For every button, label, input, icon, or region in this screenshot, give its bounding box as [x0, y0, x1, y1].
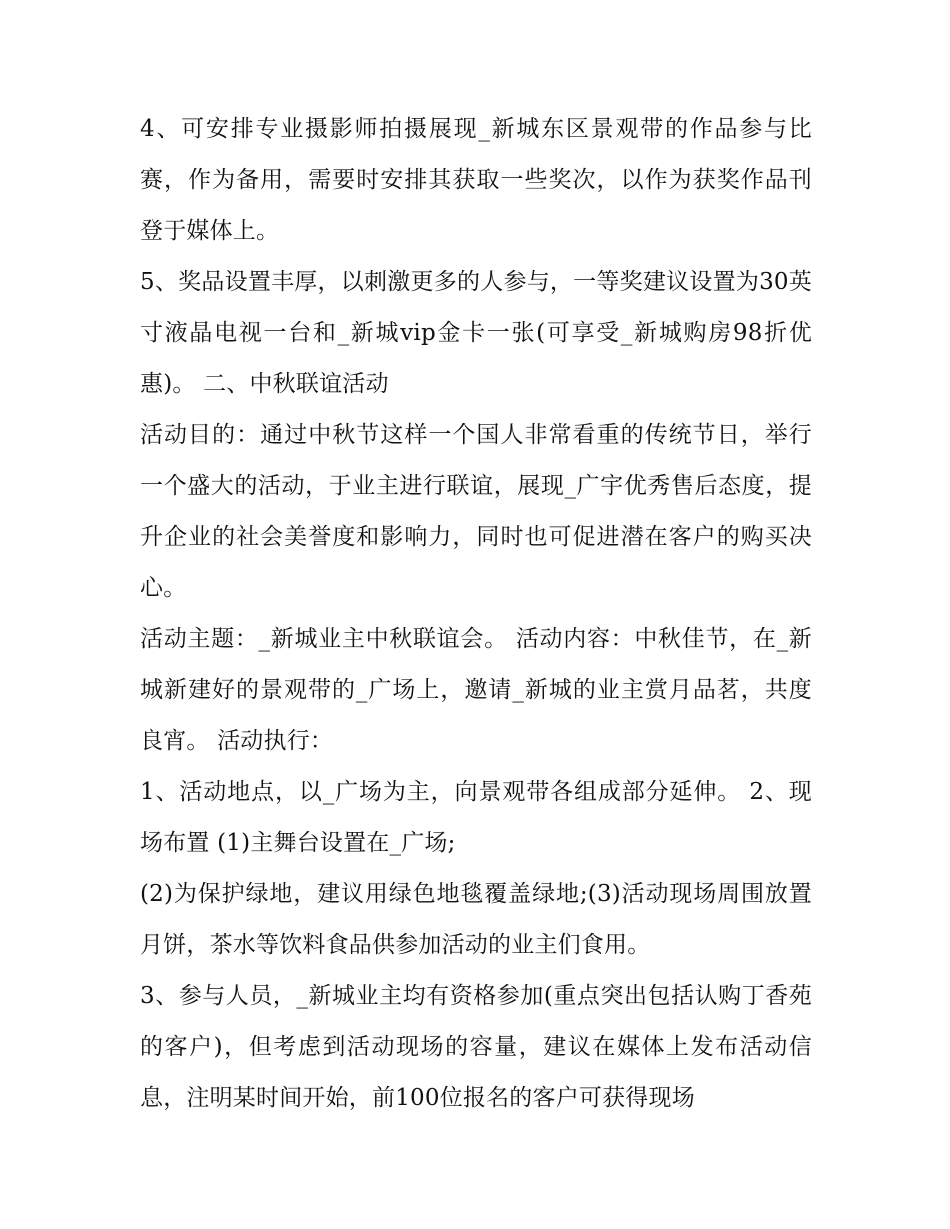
paragraph-participants: 3、参与人员，_新城业主均有资格参加(重点突出包括认购丁香苑的客户)，但考虑到活动现场的容量，建议在媒体上发布活动信息，注明某时间开始，前100位报名的客户可获得现场	[140, 983, 812, 1111]
paragraph-item-4: 4、可安排专业摄影师拍摄展现_新城东区景观带的作品参与比赛，作为备用，需要时安排其获取一些奖次，以作为获奖作品刊登于媒体上。	[140, 116, 812, 244]
paragraph-activity-theme: 活动主题：_新城业主中秋联谊会。 活动内容：中秋佳节，在_新城新建好的景观带的_广场上，邀请_新城的业主赏月品茗，共度良宵。 活动执行：	[140, 626, 812, 754]
paragraph-activity-purpose: 活动目的：通过中秋节这样一个国人非常看重的传统节日，举行一个盛大的活动，于业主进行联谊，展现_广宇优秀售后态度，提升企业的社会美誉度和影响力，同时也可促进潜在客户的购买决心。	[140, 422, 812, 601]
paragraph-item-5: 5、奖品设置丰厚，以刺激更多的人参与，一等奖建议设置为30英寸液晶电视一台和_新城vip金卡一张(可享受_新城购房98折优惠)。 二、中秋联谊活动	[140, 269, 812, 397]
document-body	[140, 104, 812, 1124]
paragraph-layout-2-3: (2)为保护绿地，建议用绿色地毯覆盖绿地;(3)活动现场周围放置月饼，茶水等饮料食品供参加活动的业主们食用。	[140, 881, 812, 958]
paragraph-execution-1-2: 1、活动地点，以_广场为主，向景观带各组成部分延伸。 2、现场布置 (1)主舞台设置在_广场;	[140, 779, 812, 856]
